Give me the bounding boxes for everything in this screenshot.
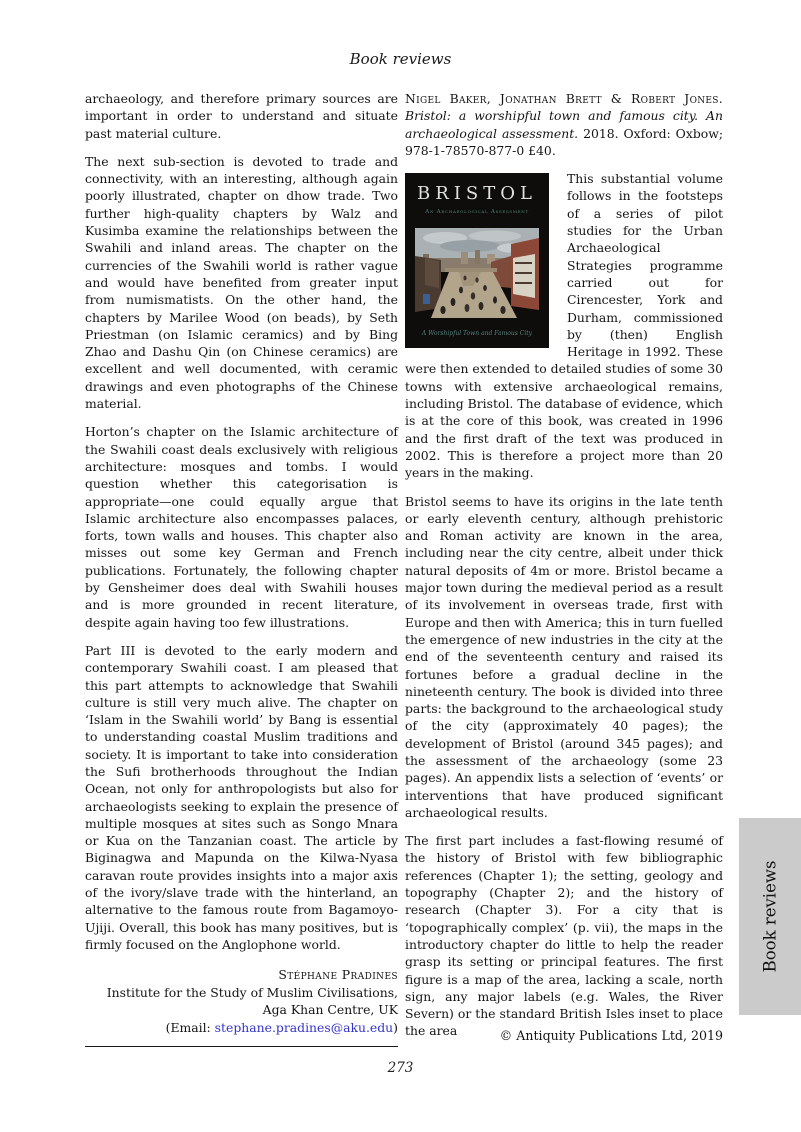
reviewer-name: Stéphane Pradines <box>278 967 398 983</box>
copyright-line: © Antiquity Publications Ltd, 2019 <box>499 1028 723 1043</box>
review-heading-title: Bristol: a worshipful town and famous city. An archaeological assessment. <box>405 108 723 141</box>
left-column <box>85 90 398 1047</box>
review-end-rule <box>85 1046 398 1047</box>
section-thumb-tab-label: Book reviews <box>760 860 780 973</box>
left-paragraph-1: archaeology, and therefore primary sources are important in order to understand and situate past material culture. <box>85 91 398 141</box>
email-suffix: ) <box>393 1019 398 1035</box>
book-cover-tagline: A Worshipful Town and Famous City <box>421 329 533 337</box>
right-paragraph-1-text: This substantial volume follows in the footsteps of a series of pilot studies for the Urban Archaeological Strategies programme carried out for Cirencester, York and Durham, commissioned by (then) English Heritage in 1992. These were then extended to detailed studies of some 30 towns with extensive archaeological remains, including Bristol. The database of evidence, which is at the core of this book, was created in 1996 and the first draft of the text was produced in 2002. This is therefore a project more than 20 years in the making. <box>405 171 723 481</box>
reviewer-email-line <box>85 1019 398 1037</box>
review-heading-imprint: 2018. Oxford: Oxbow; 978-1-78570-877-0 £40. <box>405 125 724 158</box>
email-prefix: (Email: <box>165 1019 215 1035</box>
email-link[interactable]: stephane.pradines@aku.edu <box>214 1019 394 1035</box>
review-heading <box>405 90 723 159</box>
reviewer-affiliation-line2: Aga Khan Centre, UK <box>262 1002 398 1018</box>
book-cover <box>405 173 549 348</box>
reviewer-signature <box>85 966 398 1036</box>
left-paragraph-2: The next sub-section is devoted to trade and connectivity, with an interesting, although again poorly illustrated, chapter on dhow trade. Two further high-quality chapters by Walz and Kusimba examine the relationships between the Swahili and inland areas. The chapter on the currencies of the Swahili world is rather vague and would have benefited from greater input from numismatists. On the other hand, the chapters by Marilee Wood (on beads), by Seth Priestman (on Islamic ceramics) and by Bing Zhao and Dashu Qin (on Chinese ceramics) are excellent and well documented, with ceramic drawings and even photographs of the Chinese material. <box>85 153 398 412</box>
right-paragraph-2: Bristol seems to have its origins in the late tenth or early eleventh century, although prehistoric and Roman activity are known in the area, including near the city centre, albeit under thick natural deposits of 4m or more. Bristol became a major town during the medieval period as a result of its involvement in overseas trade, first with Europe and then with America; this in turn fuelled the emergence of new industries in the city at the end of the seventeenth century and raised its fortunes before a gradual decline in the nineteenth century. The book is divided into three parts: the background to the archaeological study of the city (approximately 40 pages); the development of Bristol (around 345 pages); and the assessment of the archaeology (some 23 pages). An appendix lists a selection of ‘events’ or interventions that have produced significant archaeological results. <box>405 493 723 820</box>
book-cover-subtitle: An Archaeological Assessment <box>425 209 529 216</box>
running-head: Book reviews <box>349 50 452 68</box>
reviewer-affiliation-line1: Institute for the Study of Muslim Civilisations, <box>106 984 398 1000</box>
review-heading-authors: Nigel Baker, Jonathan Brett & Robert Jones. <box>405 91 723 106</box>
right-column <box>405 90 723 1040</box>
page-number: 273 <box>387 1060 414 1076</box>
book-cover-painting <box>415 228 539 318</box>
left-paragraph-3: Horton’s chapter on the Islamic architecture of the Swahili coast deals exclusively with religious architecture: mosques and tombs. I would question whether this categorisation is appropriate—one could equally argue that Islamic architecture also encompasses palaces, forts, town walls and houses. This chapter also misses out some key German and French publications. Fortunately, the following chapter by Gensheimer does deal with Swahili houses and is more grounded in recent literature, despite again having too few illustrations. <box>85 424 398 630</box>
section-thumb-tab <box>739 818 801 1015</box>
left-paragraph-4: Part III is devoted to the early modern and contemporary Swahili coast. I am pleased that this part attempts to acknowledge that Swahili culture is still very much alive. The chapter on ‘Islam in the Swahili world’ by Bang is essential to understanding coastal Muslim traditions and society. It is important to take into consideration the Sufi brotherhoods throughout the Indian Ocean, not only for anthropologists but also for archaeologists seeking to explain the presence of multiple mosques at sites such as Songo Mnara or Kua on the Tanzanian coast. The article by Biginagwa and Mapunda on the Kilwa-Nyasa caravan route provides insights into a major axis of the ivory/slave trade with the hinterland, an alternative to the famous route from Bagamoyo-Ujiji. Overall, this book has many positives, but is firmly focused on the Anglophone world. <box>85 642 398 952</box>
right-paragraph-3: The first part includes a fast-flowing resumé of the history of Bristol with few bibliographic references (Chapter 1); the setting, geology and topography (Chapter 2); and the history of research (Chapter 3). For a city that is ‘topographically complex’ (p. vii), the maps in the introductory chapter do little to help the reader grasp its setting or principal features. The first figure is a map of the area, lacking a scale, north sign, any major labels (e.g. Wales, the River Severn) or the standard British Isles inset to place the area <box>405 833 723 1039</box>
book-cover-title: BRISTOL <box>417 183 537 205</box>
right-paragraph-1 <box>405 170 723 481</box>
